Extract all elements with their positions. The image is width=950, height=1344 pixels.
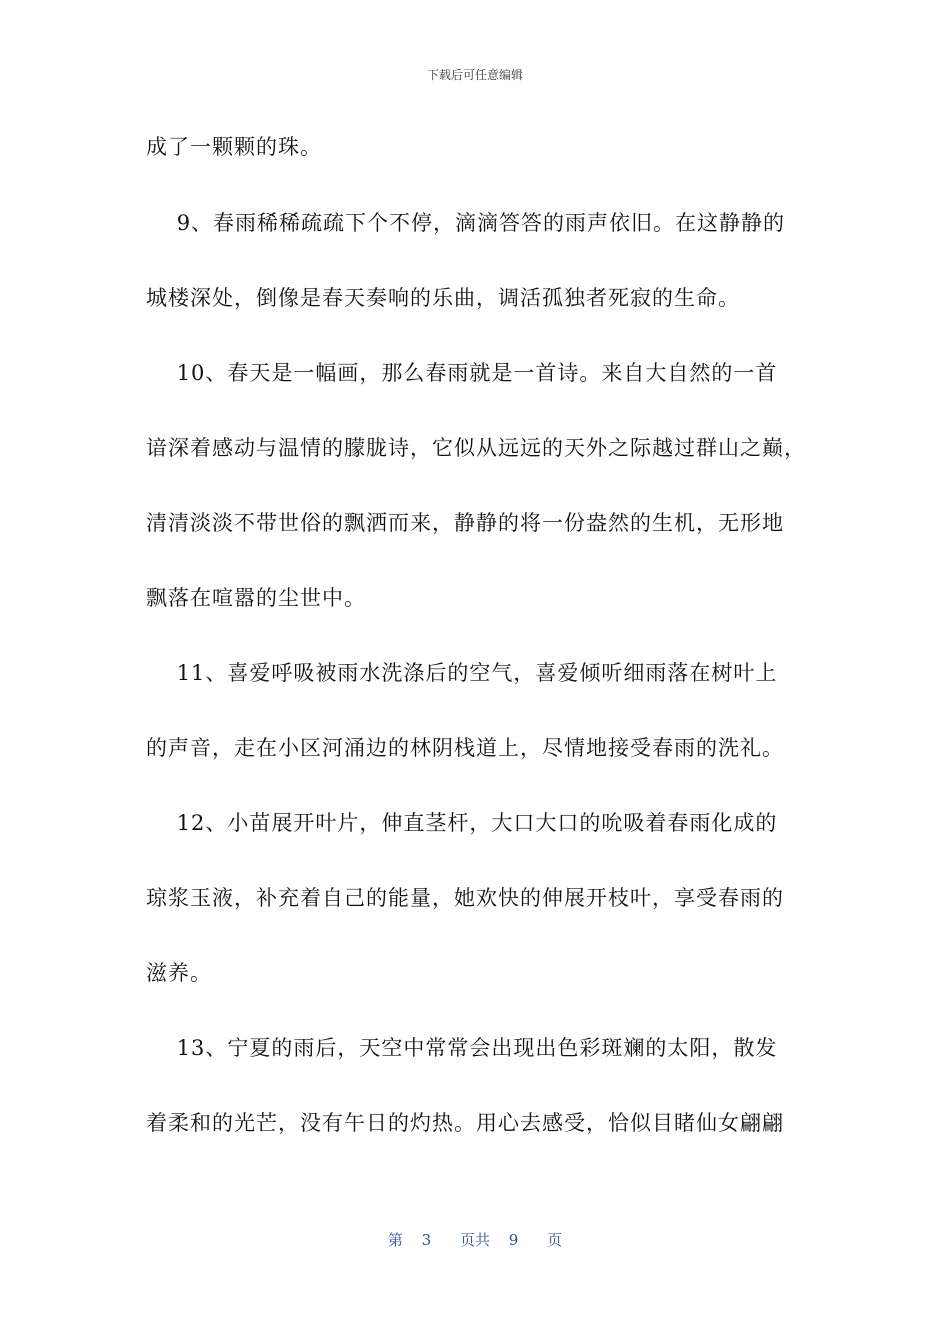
text-line-5: 谙深着感动与温情的朦胧诗，它似从远远的天外之际越过群山之巅，: [146, 436, 806, 460]
text-line-9: 的声音，走在小区河涌边的林阴栈道上，尽情地接受春雨的洗礼。: [146, 736, 784, 760]
footer-prefix: 第: [387, 1231, 403, 1249]
footer-middle: 页共: [459, 1231, 490, 1249]
text-line-14: 着柔和的光芒，没有午日的灼热。用心去感受，恰似目睹仙女翩翩: [146, 1111, 784, 1135]
page-footer: [0, 1229, 950, 1250]
footer-page-number: 3: [421, 1231, 432, 1249]
text-line-7: 飘落在喧嚣的尘世中。: [146, 586, 366, 610]
text-line-6: 清清淡淡不带世俗的飘洒而来，静静的将一份盎然的生机，无形地: [146, 511, 784, 535]
text-line-8: 11、喜爱呼吸被雨水洗涤后的空气，喜爱倾听细雨落在树叶上: [146, 661, 778, 685]
text-line-12: 滋养。: [146, 961, 212, 985]
text-line-4: 10、春天是一幅画，那么春雨就是一首诗。来自大自然的一首: [146, 361, 778, 385]
text-line-11: 琼浆玉液，补充着自己的能量，她欢快的伸展开枝叶，享受春雨的: [146, 886, 784, 910]
footer-suffix: 页: [547, 1231, 563, 1249]
text-line-13: 13、宁夏的雨后，天空中常常会出现出色彩斑斓的太阳，散发: [146, 1036, 778, 1060]
text-line-10: 12、小苗展开叶片，伸直茎杆，大口大口的吮吸着春雨化成的: [146, 811, 778, 835]
page-header: 下载后可任意编辑: [426, 68, 523, 82]
footer-total-pages: 9: [508, 1231, 519, 1249]
text-line-3: 城楼深处，倒像是春天奏响的乐曲，调活孤独者死寂的生命。: [146, 286, 740, 310]
text-line-1: 成了一颗颗的珠。: [146, 135, 322, 159]
text-line-2: 9、春雨稀稀疏疏下个不停，滴滴答答的雨声依旧。在这静静的: [146, 211, 786, 235]
